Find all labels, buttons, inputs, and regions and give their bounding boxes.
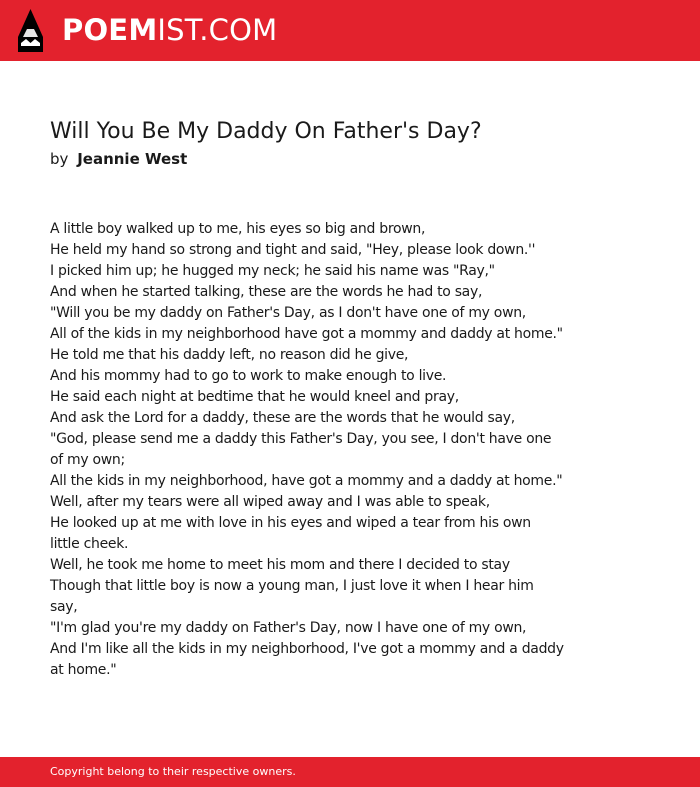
poem-line: All of the kids in my neighborhood have got a mommy and daddy at home." bbox=[50, 326, 563, 342]
poem-line: He looked up at me with love in his eyes and wiped a tear from his own bbox=[50, 515, 531, 531]
site-logo[interactable] bbox=[62, 13, 277, 47]
poem-line: He said each night at bedtime that he would kneel and pray, bbox=[50, 389, 459, 405]
copyright-notice: Copyright belong to their respective owners. bbox=[50, 765, 296, 778]
by-label: by bbox=[50, 150, 69, 168]
poem-body bbox=[50, 219, 610, 681]
logo-bold-text: POEM bbox=[62, 13, 158, 47]
poem-line: Well, after my tears were all wiped away and I was able to speak, bbox=[50, 494, 490, 510]
poem-line: at home." bbox=[50, 662, 117, 678]
poem-line: All the kids in my neighborhood, have got a mommy and a daddy at home." bbox=[50, 473, 563, 489]
poem-line: of my own; bbox=[50, 452, 125, 468]
poem-line: "I'm glad you're my daddy on Father's Day, now I have one of my own, bbox=[50, 620, 527, 636]
poem-line: And I'm like all the kids in my neighborhood, I've got a mommy and a daddy bbox=[50, 641, 564, 657]
poem-line: He held my hand so strong and tight and said, "Hey, please look down.'' bbox=[50, 242, 536, 258]
site-footer bbox=[0, 757, 700, 787]
poem-line: say, bbox=[50, 599, 78, 615]
poem-line: "Will you be my daddy on Father's Day, as I don't have one of my own, bbox=[50, 305, 526, 321]
poem-line: And when he started talking, these are the words he had to say, bbox=[50, 284, 483, 300]
byline bbox=[50, 149, 187, 169]
poem-line: I picked him up; he hugged my neck; he said his name was "Ray," bbox=[50, 263, 495, 279]
author-name: Jeannie West bbox=[77, 150, 188, 168]
poem-line: Though that little boy is now a young man, I just love it when I hear him bbox=[50, 578, 534, 594]
poem-line: And his mommy had to go to work to make enough to live. bbox=[50, 368, 447, 384]
poem-title: Will You Be My Daddy On Father's Day? bbox=[50, 119, 482, 144]
poem-line: Well, he took me home to meet his mom and there I decided to stay bbox=[50, 557, 510, 573]
poem-line: little cheek. bbox=[50, 536, 129, 552]
poem-line: "God, please send me a daddy this Father's Day, you see, I don't have one bbox=[50, 431, 552, 447]
logo-light-text: IST.COM bbox=[157, 13, 278, 47]
pencil-tip-icon[interactable] bbox=[18, 9, 43, 52]
poem-line: A little boy walked up to me, his eyes so big and brown, bbox=[50, 221, 426, 237]
poem-line: He told me that his daddy left, no reason did he give, bbox=[50, 347, 409, 363]
poem-line: And ask the Lord for a daddy, these are the words that he would say, bbox=[50, 410, 515, 426]
site-header bbox=[0, 0, 700, 61]
